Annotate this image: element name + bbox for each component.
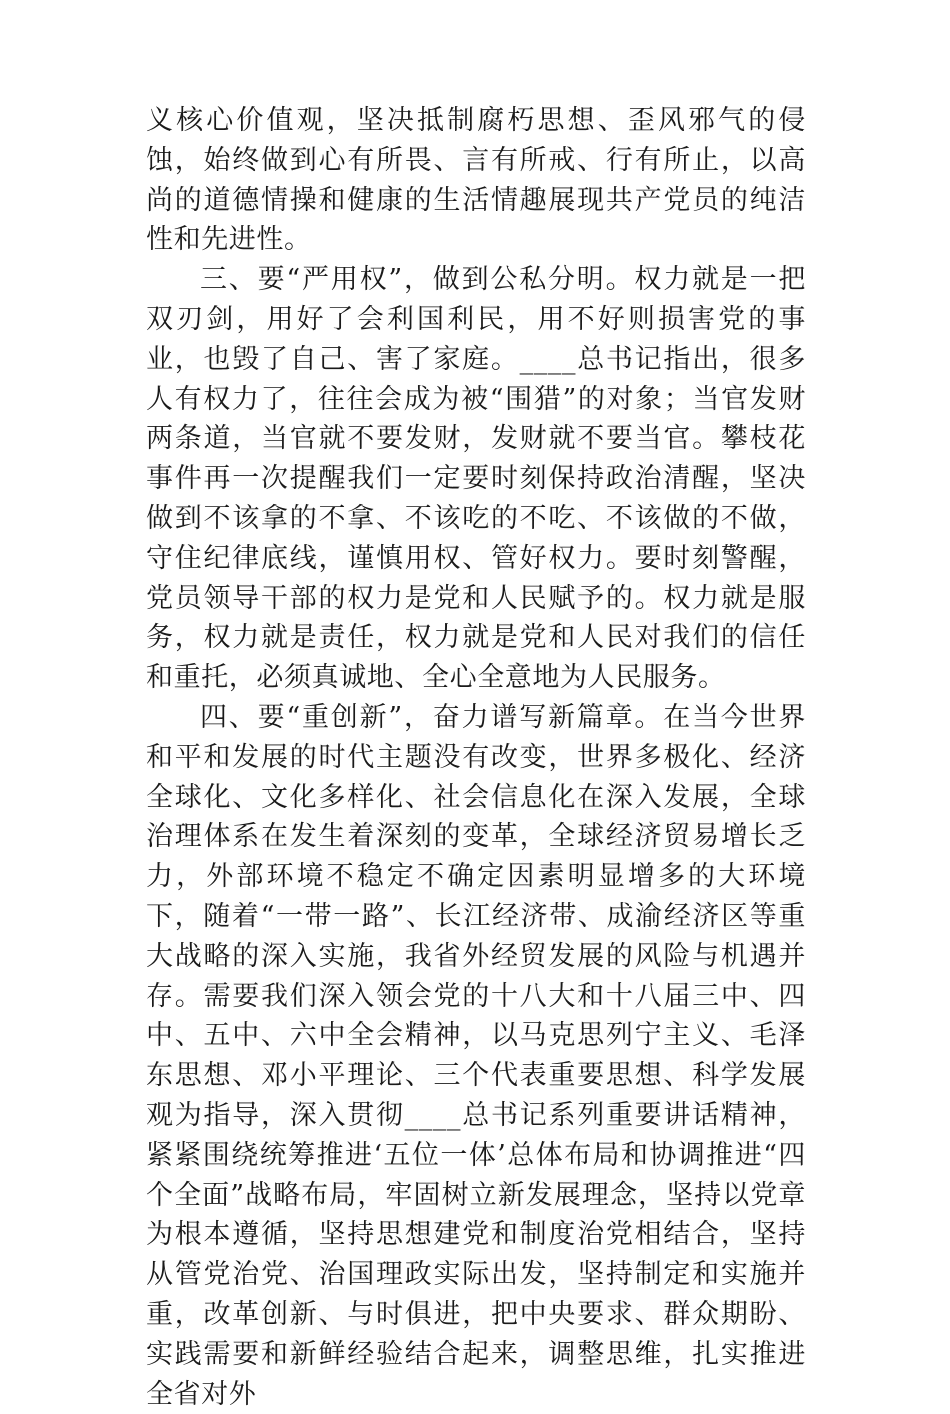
- document-body: [146, 101, 806, 1414]
- paragraph-emphasize-innovation: 四、要“重创新”，奋力谱写新篇章。在当今世界和平和发展的时代主题没有改变，世界多极化、经济全球化、文化多样化、社会信息化在深入发展，全球治理体系在发生着深刻的变革，全球经济贸易增长乏力，外部环境不稳定不确定因素明显增多的大环境下，随着“一带一路”、长江经济带、成渝经济区等重大战略的深入实施，我省外经贸发展的风险与机遇并存。需要我们深入领会党的十八大和十八届三中、四中、五中、六中全会精神，以马克思列宁主义、毛泽东思想、邓小平理论、三个代表重要思想、科学发展观为指导，深入贯彻____总书记系列重要讲话精神，紧紧围绕统筹推进‘五位一体’总体布局和协调推进“四个全面”战略布局，牢固树立新发展理念，坚持以党章为根本遵循，坚持思想建党和制度治党相结合，坚持从管党治党、治国理政实际出发，坚持制定和实施并重，改革创新、与时俱进，把中央要求、群众期盼、实践需要和新鲜经验结合起来，调整思维，扎实推进全省对外: [146, 701, 806, 1410]
- paragraph-core-values-continuation: 义核心价值观，坚决抵制腐朽思想、歪风邪气的侵蚀，始终做到心有所畏、言有所戒、行有所止，以高尚的道德情操和健康的生活情趣展现共产党员的纯洁性和先进性。: [146, 105, 806, 256]
- paragraph-use-power-strictly: 三、要“严用权”，做到公私分明。权力就是一把双刃剑，用好了会利国利民，用不好则损害党的事业，也毁了自己、害了家庭。____总书记指出，很多人有权力了，往往会成为被“围猎”的对象；当官发财两条道，当官就不要发财，发财就不要当官。攀枝花事件再一次提醒我们一定要时刻保持政治清醒，坚决做到不该拿的不拿、不该吃的不吃、不该做的不做，守住纪律底线，谨慎用权、管好权力。要时刻警醒，党员领导干部的权力是党和人民赋予的。权力就是服务，权力就是责任，权力就是党和人民对我们的信任和重托，必须真诚地、全心全意地为人民服务。: [146, 264, 806, 694]
